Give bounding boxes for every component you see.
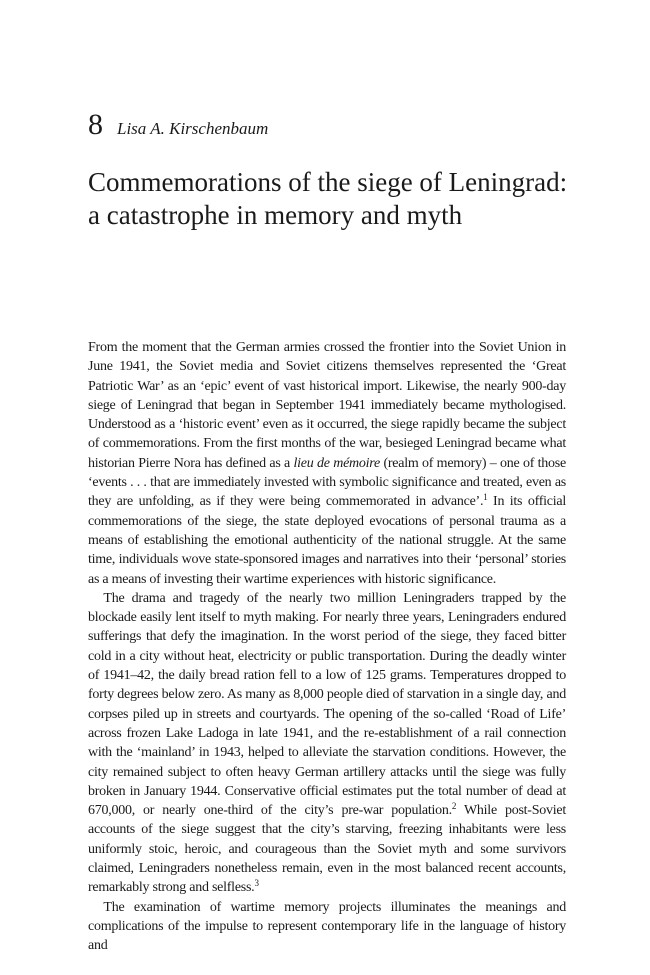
- paragraph-1-text-a: From the moment that the German armies crossed the frontier into the Soviet Union in June 1941, the Soviet media and Soviet citizens themselves represented the ‘Great Patriotic War’ as an ‘epic’ event of vast historical import. Likewise, the nearly 900-day siege of Leningrad that began in September 1941 immediately became mythologised. Understood as a ‘historic event’ even as it occurred, the siege rapidly became the subject of commemorations. From the first months of the war, besieged Leningrad became what historian Pierre Nora has defined as a: [88, 340, 566, 471]
- chapter-title: [88, 166, 588, 232]
- chapter-author: Lisa A. Kirschenbaum: [117, 119, 269, 138]
- paragraph-2-text-b: While post-Soviet accounts of the siege suggest that the city’s starving, freezing inhabitants were less uniformly stoic, heroic, and courageous than the Soviet myth and some survivors claimed, Leningraders nonetheless remain, even in the most balanced recent accounts, remarkably strong and selfless.: [88, 803, 566, 896]
- paragraph-1: [88, 338, 566, 589]
- footnote-marker-1[interactable]: 1: [483, 492, 488, 503]
- chapter-header: [88, 110, 268, 140]
- chapter-title-line-2: a catastrophe in memory and myth: [88, 200, 463, 230]
- chapter-number: 8: [88, 108, 103, 141]
- paragraph-1-text-c: In its official commemorations of the siege, the state deployed evocations of personal trauma as a means of establishing the emotional authenticity of the national struggle. At the same time, individuals wove state-sponsored images and narratives into their ‘personal’ stories as a means of investing their wartime experiences with historic significance.: [88, 494, 566, 587]
- paragraph-3: The examination of wartime memory projects illuminates the meanings and complications of the impulse to represent contemporary life in the language of history and: [88, 899, 566, 954]
- chapter-title-line-1: Commemorations of the siege of Leningrad:: [88, 167, 568, 197]
- footnote-marker-2[interactable]: 2: [451, 801, 457, 812]
- footnote-marker-3[interactable]: 3: [254, 878, 259, 889]
- body-text: [88, 338, 566, 956]
- paragraph-2-text-a: The drama and tragedy of the nearly two million Leningraders trapped by the blockade easily lent itself to myth making. For nearly three years, Leningraders endured sufferings that defy the imagination. In the worst period of the siege, they faced bitter cold in a city without heat, electricity or public transportation. During the deadly winter of 1941–42, the daily bread ration fell to a low of 125 grams. Temperatures dropped to forty degrees below zero. As many as 8,000 people died of starvation in a single day, and corpses piled up in streets and courtyards. The opening of the so-called ‘Road of Life’ across frozen Lake Ladoga in late 1941, and the re-establishment of a rail connection with the ‘mainland’ in 1943, helped to alleviate the starvation conditions. However, the city remained subject to often heavy German artillery attacks until the siege was fully broken in January 1944. Conservative official estimates put the total number of dead at 670,000, or nearly one-third of the city’s pre-war population.: [88, 590, 566, 819]
- paragraph-1-text-b: (realm of memory) – one of those ‘events . . . that are immediately invested with symbolic significance and treated, even as they are unfolding, as if they were being commemorated in advance’.: [88, 455, 566, 510]
- paragraph-1-italic-term: lieu de mémoire: [293, 455, 380, 471]
- paragraph-2: [88, 589, 566, 898]
